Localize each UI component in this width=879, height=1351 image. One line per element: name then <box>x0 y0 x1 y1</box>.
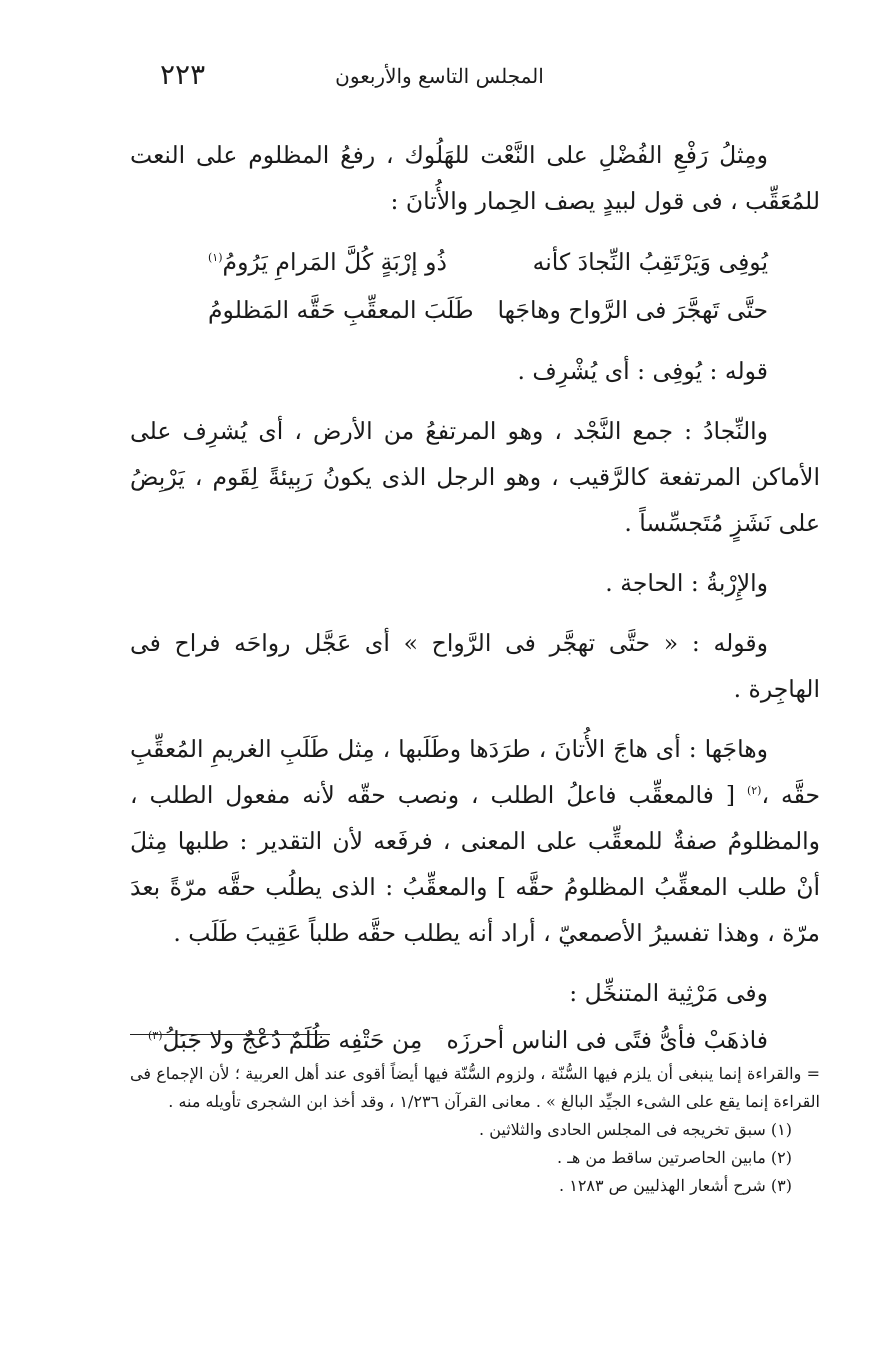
footnote-separator <box>130 1034 330 1035</box>
paragraph-nijad: والنِّجادُ : جمع النَّجْد ، وهو المرتفعُ من الأرض ، أى يُشرِف على الأماكن المرتفعة كالرَّقيب ، وهو الرجل الذى يكونُ رَبِيئةً لِقَوم ، يَرْبِضُ على نَشَزٍ مُتَجسِّساً . <box>130 417 820 537</box>
footnote-marker-3: (٣) <box>148 1029 163 1043</box>
footnote-3: (٣) شرح أشعار الهذليين ص ١٢٨٣ . <box>559 1176 792 1195</box>
verse-1-second-hemistich <box>208 238 447 286</box>
footnote-marker-1: (١) <box>208 251 223 265</box>
paragraph-tahajjar: وقوله : « حتَّى تهجَّر فى الرَّواح » أى عَجَّل رواحَه فراح فى الهاجِرة . <box>130 629 820 703</box>
poem-labid <box>130 238 820 334</box>
paragraph-irba: والإِرْبةُ : الحاجة . <box>605 569 768 597</box>
verse-line-3 <box>148 1016 768 1064</box>
paragraph-hajaha <box>130 726 820 956</box>
page-header <box>130 58 749 98</box>
verse-2-first-hemistich: حتَّى تَهجَّرَ فى الرَّواح وهاجَها <box>497 296 768 324</box>
verse-3-first-hemistich: فاذهَبْ فأىُّ فتًى فى الناس أحرزَه <box>446 1026 768 1054</box>
footnote-2: (٢) مابين الحاصرتين ساقط من هـ . <box>557 1148 792 1167</box>
hajaha-text-a: وهاجَها : أى هاجَ الأُتانَ ، طرَدَها وطَلَبها ، مِثل طَلَبِ الغريمِ المُعقِّبِ حقَّه ، <box>130 735 820 809</box>
main-text <box>130 132 820 1064</box>
verse-1-first-hemistich: يُوفِى وَيَرْتَقِبُ النِّجادَ كأنه <box>532 248 768 276</box>
running-head: المجلس التاسع والأربعون <box>335 64 544 88</box>
footnote-marker-2: (٢) <box>746 784 762 798</box>
paragraph-intro: ومِثلُ رَفْعِ الفُضْلِ على النَّعْت للهَلُوك ، رفعُ المظلوم على النعت للمُعَقِّب ، فى قول لبيدٍ يصف الحِمار والأُتانَ : <box>130 141 820 215</box>
verse-line-2 <box>208 286 768 334</box>
verse-3-second-hemistich <box>148 1016 422 1064</box>
paragraph-yufi: قوله : يُوفِى : أى يُشْرِف . <box>517 357 768 385</box>
verse-2-second-hemistich: طَلَبَ المعقِّبِ حَقَّه المَظلومُ <box>208 296 474 324</box>
page-number: ٢٢٣ <box>160 58 206 91</box>
hajaha-text-b: [ فالمعقِّب فاعلُ الطلب ، ونصب حقّه لأنه مفعول الطلب ، والمظلومُ صفةٌ للمعقِّب على المعنى ، فرفَعه لأن التقدير : طلبها مِثلَ أنْ طلب المعقِّبُ المظلومُ حقَّه ] والمعقِّبُ : الذى يطلُب حقَّه مرّةً بعدَ مرّة ، وهذا تفسيرُ الأصمعيّ ، أراد أنه يطلب حقَّه طلباً عَقِيبَ طَلَب . <box>130 781 820 947</box>
footnote-1: (١) سبق تخريجه فى المجلس الحادى والثلاثين . <box>479 1120 792 1139</box>
verse-line-1 <box>208 238 768 286</box>
verse-1-second-text: ذُو إرْبَةٍ كُلَّ المَرامِ يَرُومُ <box>222 248 447 276</box>
verse-3-second-text: مِن حَتْفِه ظُلَمٌ دُعْجٌ ولا جَبَلُ <box>162 1026 423 1054</box>
paragraph-mutanakhkhil: وفى مَرْثِية المتنخِّل : <box>569 979 768 1007</box>
footnotes <box>130 1060 820 1200</box>
footnote-continuation: = والقراءة إنما ينبغى أن يلزم فيها السُّنّة ، ولزوم السُّنّة فيها أيضاً أقوى عند أهل العربية ؛ لأن الإجماع فى القراءة إنما يقع على الشىء الجيِّد البالغ » . معانى القرآن ١/٢٣٦ ، وقد أخذ ابن الشجرى تأويله منه . <box>130 1064 820 1111</box>
